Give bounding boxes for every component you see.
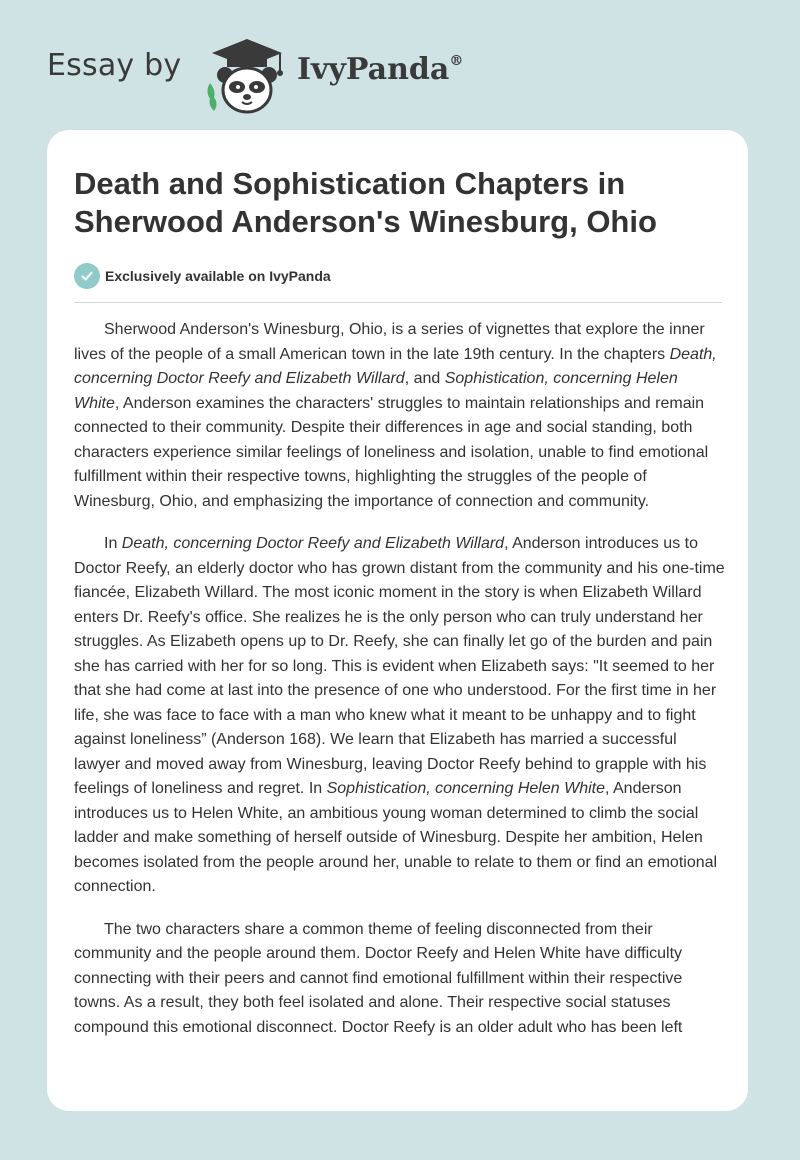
paragraph-1 (74, 318, 726, 514)
paragraph-2 (74, 532, 726, 900)
p2-title-death: Death, concerning Doctor Reefy and Elizabeth Willard (121, 535, 505, 552)
essay-body (74, 318, 726, 1058)
divider (74, 302, 722, 303)
trademark-symbol: ® (449, 53, 464, 69)
brand-text: IvyPanda (297, 52, 450, 87)
check-circle-icon (74, 263, 100, 289)
p2-text-a: In (104, 535, 122, 552)
essay-title: Death and Sophistication Chapters in Sherwood Anderson's Winesburg, Ohio (74, 166, 657, 239)
p2-text-e: , Anderson introduces us to Helen White, an ambitious young woman determined to climb the social ladder and make something of herself outside of Winesburg. Despite her ambition, Helen becomes isolated from the people around her, unable to relate to them or find an emotional connection. (74, 780, 718, 895)
p2-text-c: , Anderson introduces us to Doctor Reefy, an elderly doctor who has grown distant from the community and his one-time fiancée, Elizabeth Willard. The most iconic moment in the story is when Elizabeth Willard enters Dr. Reefy's office. She realizes he is the only person who can truly understand her struggles. As Elizabeth opens up to Dr. Reefy, she can finally let go of the burden and pain she has carried with her for so long. This is evident when Elizabeth says: "It seemed to her that she had come at last into the presence of one who understood. For the first time in her life, she was face to face with a man who knew what it meant to be unhappy and to fight against loneliness” (Anderson 168). We learn that Elizabeth has married a successful lawyer and moved away from Winesburg, leaving Doctor Reefy behind to grapple with his feelings of loneliness and regret. In (74, 535, 725, 797)
panda-graduate-icon[interactable] (202, 35, 292, 115)
p1-title-death: Death, concerning Doctor Reefy and Elizabeth Willard (74, 345, 717, 387)
essay-card (47, 130, 748, 1111)
site-header (47, 30, 547, 120)
paragraph-3: The two characters share a common theme of feeling disconnected from their community and the people around them. Doctor Reefy and Helen White have difficulty connecting with their peers and cannot find emotional fulfillment within their respective towns. As a result, they both feel isolated and alone. Their respective social statuses compound this emotional disconnect. Doctor Reefy is an older adult who has been left (74, 920, 683, 1036)
brand-name[interactable] (297, 52, 463, 87)
p1-title-sophistication: Sophistication, concerning Helen White (74, 370, 678, 412)
p1-text-c: , and (404, 370, 445, 387)
p1-text-a: Sherwood Anderson's Winesburg, Ohio, is a series of vignettes that explore the inner lives of the people of a small American town in the late 19th century. In the chapters (74, 321, 705, 363)
p1-text-e: , Anderson examines the characters' struggles to maintain relationships and remain connected to their community. Despite their differences in age and social standing, both characters experience similar feelings of loneliness and isolation, unable to find emotional fulfillment within their respective towns, highlighting the struggles of the people of Winesburg, Ohio, and emphasizing the importance of connection and community. (74, 394, 709, 510)
exclusive-badge (74, 263, 331, 289)
essay-by-label: Essay by (47, 48, 182, 83)
badge-text: Exclusively available on IvyPanda (105, 268, 331, 284)
p2-title-sophistication: Sophistication, concerning Helen White (326, 780, 605, 797)
